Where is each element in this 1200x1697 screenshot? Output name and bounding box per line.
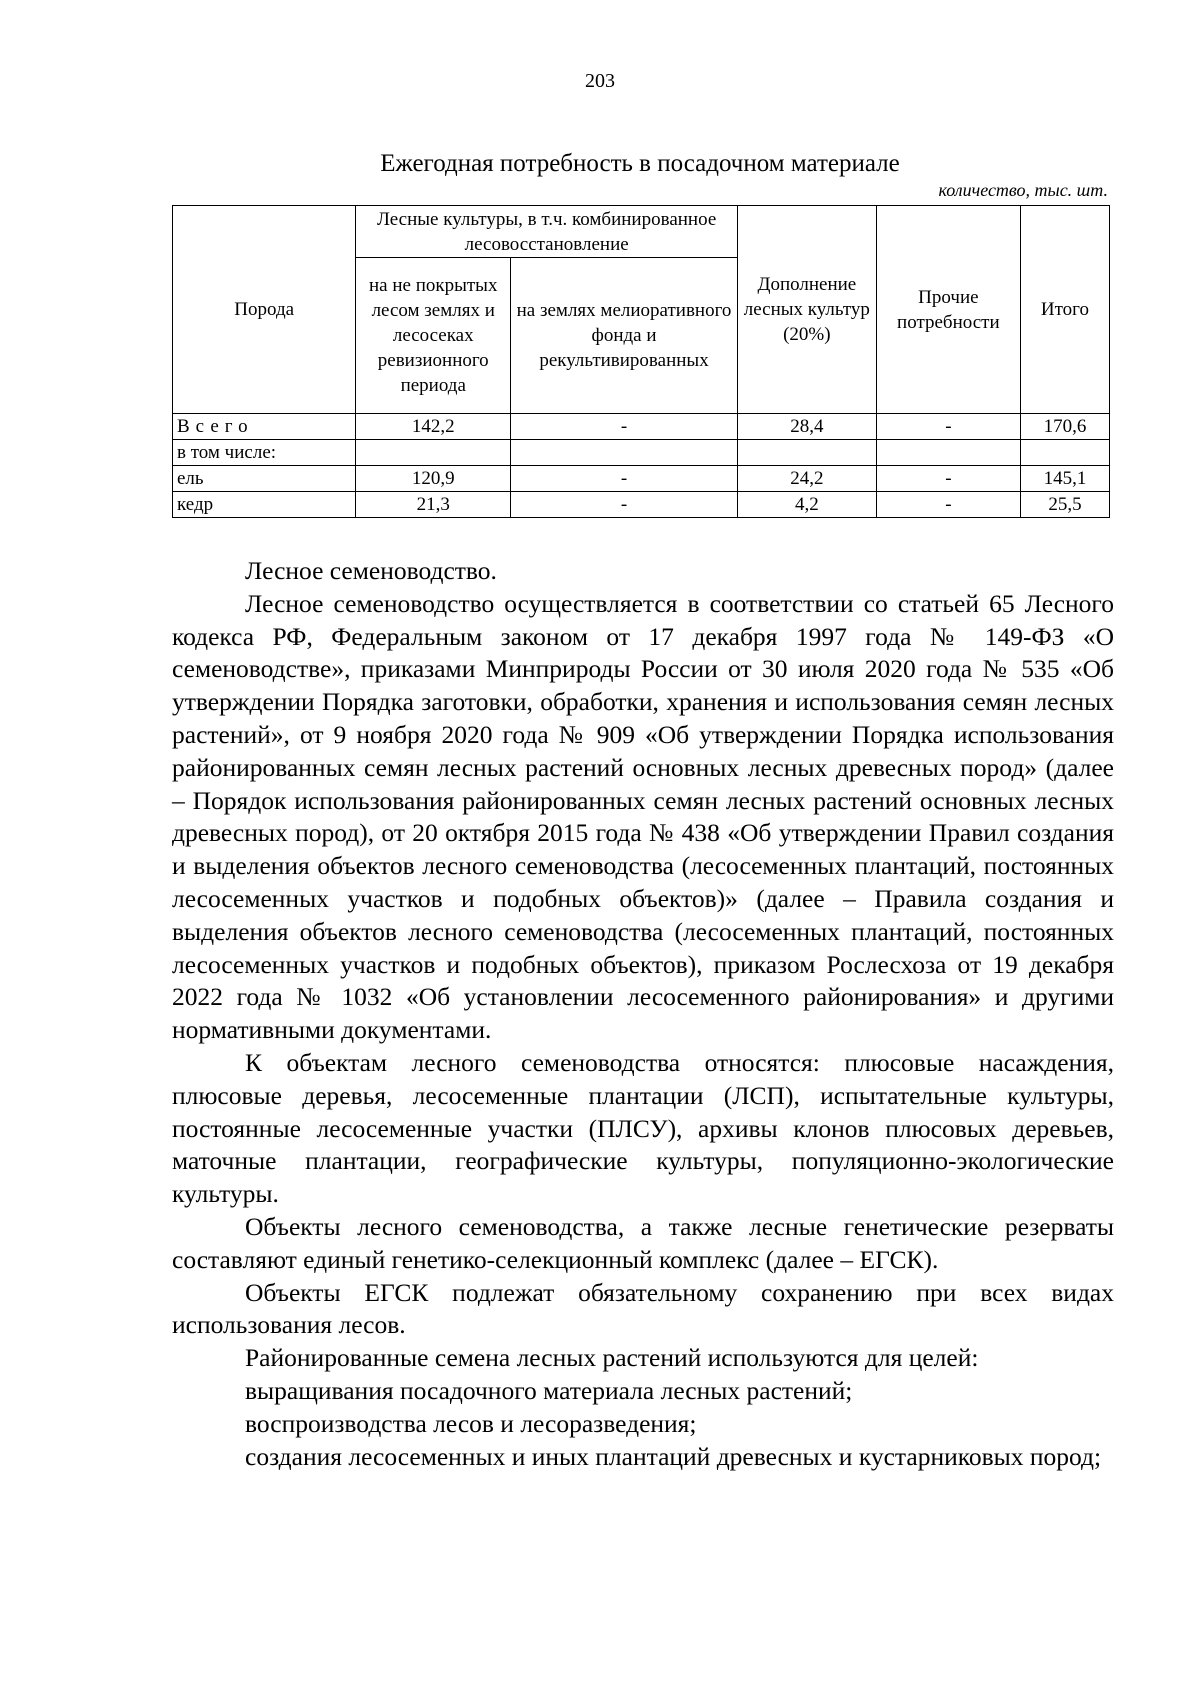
cell-total (1020, 440, 1109, 466)
paragraph: Объекты ЕГСК подлежат обязательному сохранению при всех видах использования лесов. (172, 1277, 1114, 1340)
cell-uncovered: 120,9 (356, 466, 511, 492)
cell-reclamation: - (511, 492, 738, 518)
unit-note: количество, тыс. шт. (938, 180, 1108, 200)
paragraph: Лесное семеноводство осуществляется в соответствии со статьей 65 Лесного кодекса РФ, Федеральным законом от 17 декабря 1997 года № 149-ФЗ «О семеноводстве», приказами Минприроды России от 30 июля 2020 года № 535 «Об утверждении Порядка заготовки, обработки, хранения и использования семян лесных растений», от 9 ноября 2020 года № 909 «Об утверждении Порядка использования районированных семян лесных растений основных лесных древесных пород» (далее – Порядок использования районированных семян лесных растений основных лесных древесных пород), от 20 октября 2015 года № 438 «Об утверждении Правил создания и выделения объектов лесного семеноводства (лесосеменных плантаций, постоянных лесосеменных участков и подобных объектов)» (далее – Правила создания и выделения объектов лесного семеноводства (лесосеменных плантаций, постоянных лесосеменных участков и подобных объектов), приказом Рослесхоза от 19 декабря 2022 года № 1032 «Об установлении лесосеменного районирования» и другими нормативными документами. (172, 588, 1114, 1045)
paragraph: К объектам лесного семеноводства относятся: плюсовые насаждения, плюсовые деревья, лесосеменные плантации (ЛСП), испытательные культуры, постоянные лесосеменные участки (ПЛСУ), архивы клонов плюсовых деревьев, маточные плантации, географические культуры, популяционно-экологические культуры. (172, 1047, 1114, 1209)
cell-addition: 4,2 (737, 492, 876, 518)
cell-total: 25,5 (1020, 492, 1109, 518)
cell-addition: 28,4 (737, 414, 876, 440)
row-label: кедр (173, 492, 356, 518)
cell-uncovered (356, 440, 511, 466)
list-item: воспроизводства лесов и лесоразведения; (245, 1408, 697, 1438)
header-forest-cultures: Лесные культуры, в т.ч. комбинированное лесовосстановление (356, 206, 738, 258)
cell-total: 145,1 (1020, 466, 1109, 492)
header-total: Итого (1020, 206, 1109, 414)
table-title: Ежегодная потребность в посадочном материале (380, 150, 900, 177)
cell-other: - (876, 492, 1020, 518)
cell-other: - (876, 414, 1020, 440)
row-label: ель (173, 466, 356, 492)
cell-other: - (876, 466, 1020, 492)
planting-material-table (172, 205, 1110, 518)
cell-uncovered: 21,3 (356, 492, 511, 518)
header-row-group (173, 206, 1110, 258)
header-breed: Порода (173, 206, 356, 414)
cell-addition (737, 440, 876, 466)
header-other-needs: Прочие потребности (876, 206, 1020, 414)
section-heading: Лесное семеноводство. (245, 556, 497, 585)
header-uncovered-lands: на не покрытых лесом землях и лесосеках ревизионного периода (356, 258, 511, 414)
cell-reclamation: - (511, 466, 738, 492)
paragraph: Районированные семена лесных растений используются для целей: (245, 1343, 979, 1373)
table-row (173, 414, 1110, 440)
header-reclamation-lands: на землях мелиоративного фонда и рекультивированных (511, 258, 738, 414)
row-label: в том числе: (173, 440, 356, 466)
cell-other (876, 440, 1020, 466)
cell-reclamation: - (511, 414, 738, 440)
cell-total: 170,6 (1020, 414, 1109, 440)
list-item: выращивания посадочного материала лесных растений; (245, 1375, 853, 1405)
body-text (172, 555, 1114, 1473)
paragraph: Объекты лесного семеноводства, а также лесные генетические резерваты составляют единый генетико-селекционный комплекс (далее – ЕГСК). (172, 1211, 1114, 1274)
table-row (173, 492, 1110, 518)
header-addition: Дополнение лесных культур (20%) (737, 206, 876, 414)
cell-addition: 24,2 (737, 466, 876, 492)
list-item: создания лесосеменных и иных плантаций древесных и кустарниковых пород; (245, 1441, 1102, 1471)
cell-reclamation (511, 440, 738, 466)
page-number: 203 (585, 70, 615, 92)
cell-uncovered: 142,2 (356, 414, 511, 440)
row-label: Всего (173, 414, 356, 440)
table-row (173, 440, 1110, 466)
table-row (173, 466, 1110, 492)
